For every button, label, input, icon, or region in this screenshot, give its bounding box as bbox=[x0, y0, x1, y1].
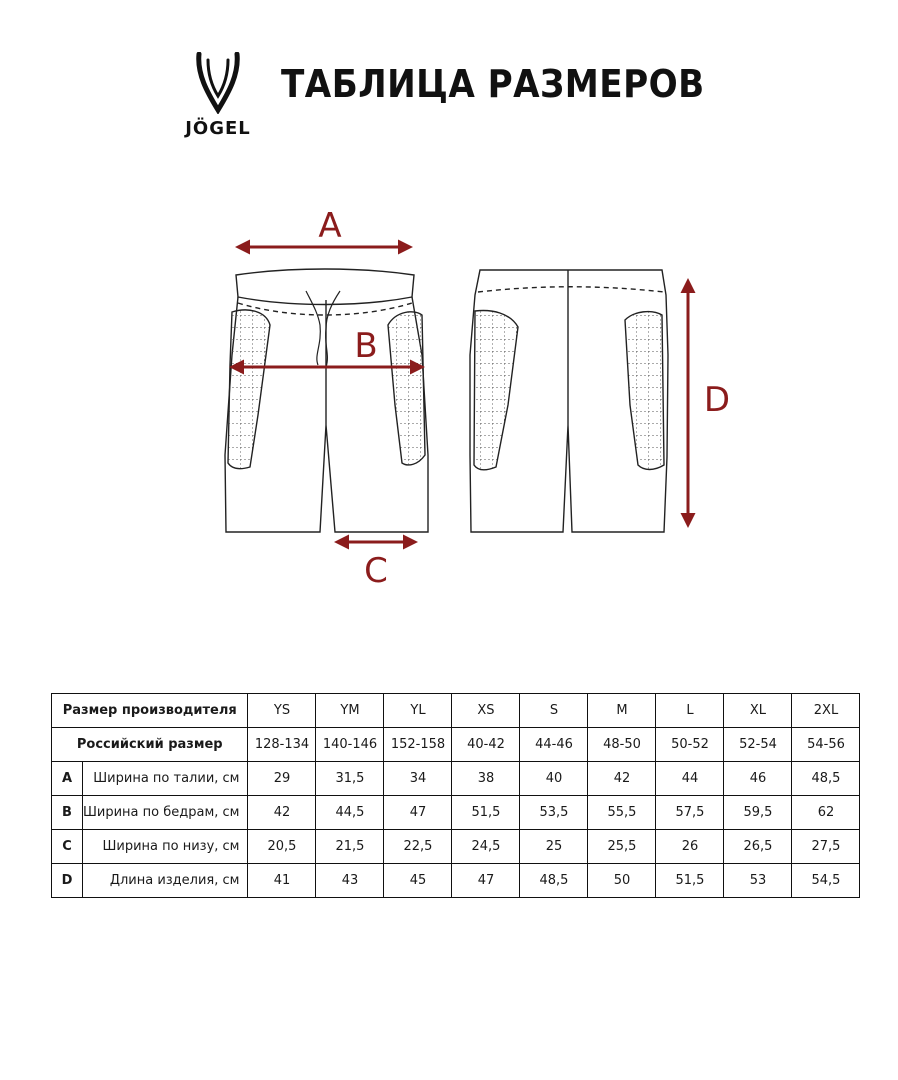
table-cell: 53 bbox=[724, 864, 792, 898]
manufacturer-size-cell: YS bbox=[248, 694, 316, 728]
table-cell: 40 bbox=[520, 762, 588, 796]
table-cell: 24,5 bbox=[452, 830, 520, 864]
row-label: Длина изделия, см bbox=[83, 864, 248, 898]
table-cell: 53,5 bbox=[520, 796, 588, 830]
table-cell: 25 bbox=[520, 830, 588, 864]
table-row-russian bbox=[52, 728, 860, 762]
table-cell: 55,5 bbox=[588, 796, 656, 830]
table-cell: 48,5 bbox=[520, 864, 588, 898]
russian-size-cell: 52-54 bbox=[724, 728, 792, 762]
table-row bbox=[52, 796, 860, 830]
manufacturer-size-label: Размер производителя bbox=[52, 694, 248, 728]
label-b: B bbox=[354, 326, 378, 366]
row-letter: C bbox=[52, 830, 83, 864]
russian-size-cell: 50-52 bbox=[656, 728, 724, 762]
table-row bbox=[52, 864, 860, 898]
table-cell: 45 bbox=[384, 864, 452, 898]
table-cell: 27,5 bbox=[792, 830, 860, 864]
table-cell: 38 bbox=[452, 762, 520, 796]
table-cell: 26 bbox=[656, 830, 724, 864]
manufacturer-size-cell: YL bbox=[384, 694, 452, 728]
russian-size-cell: 128-134 bbox=[248, 728, 316, 762]
brand-wordmark: JÖGEL bbox=[185, 118, 251, 139]
table-cell: 42 bbox=[248, 796, 316, 830]
manufacturer-size-cell: M bbox=[588, 694, 656, 728]
row-label: Ширина по низу, см bbox=[83, 830, 248, 864]
table-cell: 59,5 bbox=[724, 796, 792, 830]
russian-size-cell: 140-146 bbox=[316, 728, 384, 762]
table-cell: 44 bbox=[656, 762, 724, 796]
table-cell: 21,5 bbox=[316, 830, 384, 864]
table-cell: 62 bbox=[792, 796, 860, 830]
row-letter: D bbox=[52, 864, 83, 898]
table-cell: 44,5 bbox=[316, 796, 384, 830]
russian-size-cell: 54-56 bbox=[792, 728, 860, 762]
table-cell: 22,5 bbox=[384, 830, 452, 864]
table-cell: 41 bbox=[248, 864, 316, 898]
shorts-diagram bbox=[0, 195, 898, 595]
table-cell: 43 bbox=[316, 864, 384, 898]
table-cell: 47 bbox=[384, 796, 452, 830]
table-cell: 50 bbox=[588, 864, 656, 898]
manufacturer-size-cell: YM bbox=[316, 694, 384, 728]
table-cell: 42 bbox=[588, 762, 656, 796]
table-row-manufacturer bbox=[52, 694, 860, 728]
russian-size-cell: 40-42 bbox=[452, 728, 520, 762]
manufacturer-size-cell: XS bbox=[452, 694, 520, 728]
table-cell: 26,5 bbox=[724, 830, 792, 864]
manufacturer-size-cell: S bbox=[520, 694, 588, 728]
brand-emblem-icon bbox=[193, 52, 243, 114]
row-label: Ширина по бедрам, см bbox=[83, 796, 248, 830]
table-cell: 47 bbox=[452, 864, 520, 898]
measurement-arrows bbox=[232, 247, 688, 542]
manufacturer-size-cell: 2XL bbox=[792, 694, 860, 728]
table-cell: 51,5 bbox=[452, 796, 520, 830]
label-a: A bbox=[318, 206, 342, 246]
table-cell: 46 bbox=[724, 762, 792, 796]
size-table-container bbox=[51, 693, 860, 898]
manufacturer-size-cell: XL bbox=[724, 694, 792, 728]
russian-size-cell: 48-50 bbox=[588, 728, 656, 762]
row-letter: A bbox=[52, 762, 83, 796]
row-label: Ширина по талии, см bbox=[83, 762, 248, 796]
shorts-front bbox=[225, 269, 428, 532]
table-cell: 20,5 bbox=[248, 830, 316, 864]
russian-size-cell: 44-46 bbox=[520, 728, 588, 762]
size-table bbox=[51, 693, 860, 898]
table-cell: 48,5 bbox=[792, 762, 860, 796]
table-cell: 57,5 bbox=[656, 796, 724, 830]
table-cell: 51,5 bbox=[656, 864, 724, 898]
table-cell: 34 bbox=[384, 762, 452, 796]
row-letter: B bbox=[52, 796, 83, 830]
label-c: C bbox=[364, 551, 388, 591]
manufacturer-size-cell: L bbox=[656, 694, 724, 728]
table-row bbox=[52, 762, 860, 796]
table-cell: 25,5 bbox=[588, 830, 656, 864]
shorts-back bbox=[470, 270, 668, 532]
table-row bbox=[52, 830, 860, 864]
label-d: D bbox=[703, 380, 731, 420]
brand-logo bbox=[168, 52, 268, 142]
russian-size-label: Российский размер bbox=[52, 728, 248, 762]
table-cell: 54,5 bbox=[792, 864, 860, 898]
table-cell: 31,5 bbox=[316, 762, 384, 796]
table-cell: 29 bbox=[248, 762, 316, 796]
page-title: ТАБЛИЦА РАЗМЕРОВ bbox=[281, 62, 705, 106]
russian-size-cell: 152-158 bbox=[384, 728, 452, 762]
